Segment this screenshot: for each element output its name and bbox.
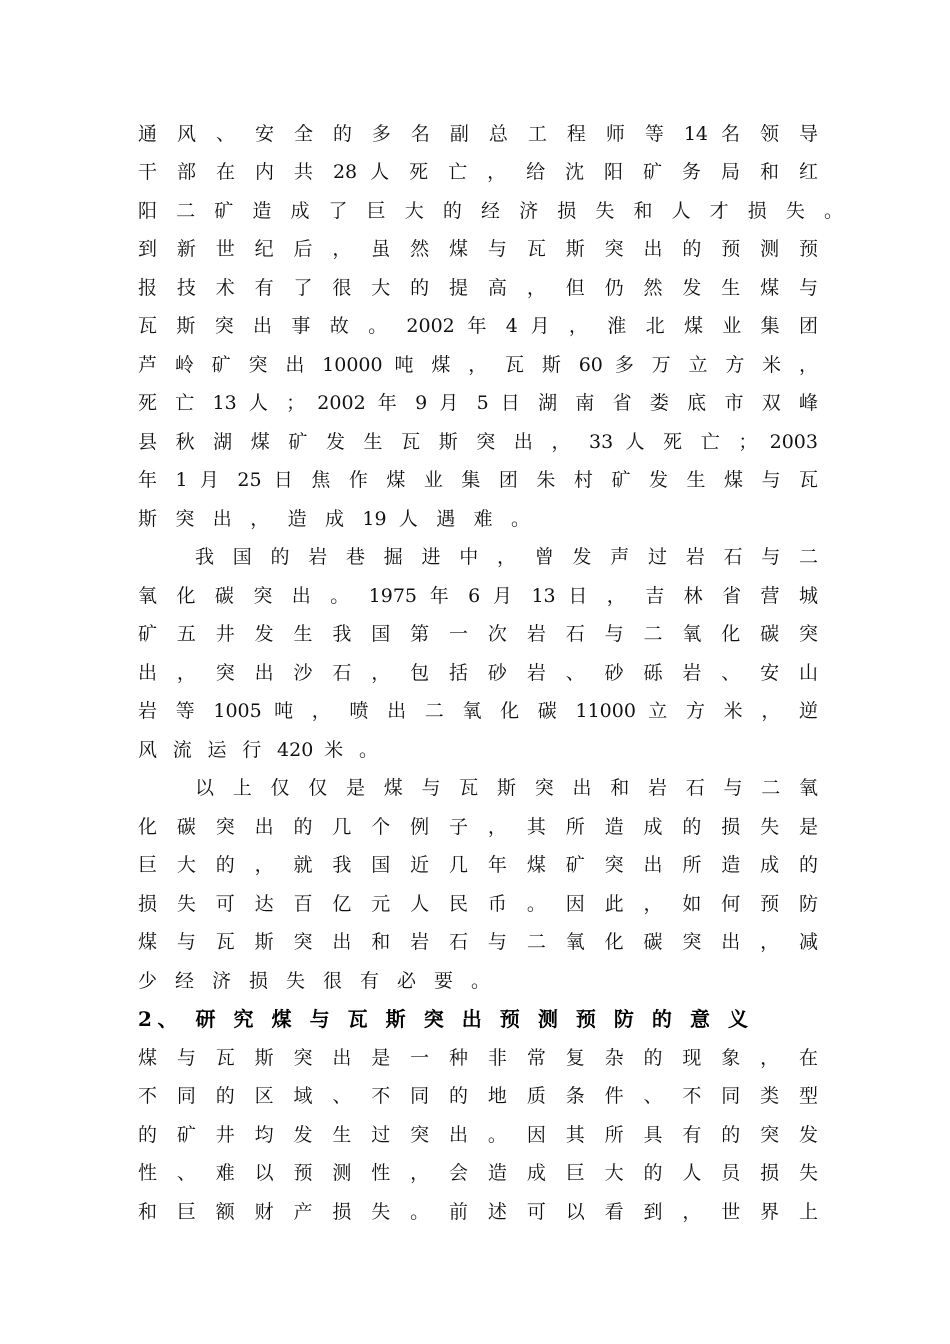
text-line: 斯 突 出 ， 造 成 19 人 遇 难 。: [138, 508, 530, 530]
text-line: 瓦 斯 突 出 事 故 。 2002 年 4 月 ， 淮 北 煤 业 集 团: [138, 315, 818, 337]
text-line: 通 风 、 安 全 的 多 名 副 总 工 程 师 等 14 名 领 导: [138, 123, 818, 145]
text-line: 死 亡 13 人 ； 2002 年 9 月 5 日 湖 南 省 娄 底 市 双 峰: [138, 392, 818, 414]
text-line: 县 秋 湖 煤 矿 发 生 瓦 斯 突 出 ， 33 人 死 亡 ； 2003: [138, 431, 818, 453]
text-line: 芦 岭 矿 突 出 10000 吨 煤 ， 瓦 斯 60 多 万 立 方 米 ，: [138, 354, 818, 376]
text-line: 报 技 术 有 了 很 大 的 提 高 ， 但 仍 然 发 生 煤 与: [138, 277, 818, 299]
text-line: 少 经 济 损 失 很 有 必 要 。: [138, 970, 490, 992]
text-line: 干 部 在 内 共 28 人 死 亡 ， 给 沈 阳 矿 务 局 和 红: [138, 161, 818, 183]
text-line: 我 国 的 岩 巷 掘 进 中 ， 曾 发 声 过 岩 石 与 二: [195, 546, 818, 568]
text-line: 氧 化 碳 突 出 。 1975 年 6 月 13 日 ， 吉 林 省 营 城: [138, 585, 818, 607]
text-line: 损 失 可 达 百 亿 元 人 民 币 。 因 此 ， 如 何 预 防: [138, 893, 818, 915]
text-line: 到 新 世 纪 后 ， 虽 然 煤 与 瓦 斯 突 出 的 预 测 预: [138, 238, 818, 260]
text-line: 性 、 难 以 预 测 性 ， 会 造 成 巨 大 的 人 员 损 失: [138, 1162, 818, 1184]
text-line: 风 流 运 行 420 米 。: [138, 739, 378, 761]
text-line: 的 矿 井 均 发 生 过 突 出 。 因 其 所 具 有 的 突 发: [138, 1124, 818, 1146]
text-line: 煤 与 瓦 斯 突 出 和 岩 石 与 二 氧 化 碳 突 出 ， 减: [138, 931, 818, 953]
text-line: 巨 大 的 ， 就 我 国 近 几 年 煤 矿 突 出 所 造 成 的: [138, 854, 818, 876]
text-line: 年 1 月 25 日 焦 作 煤 业 集 团 朱 村 矿 发 生 煤 与 瓦: [138, 469, 818, 491]
text-line: 岩 等 1005 吨 ， 喷 出 二 氧 化 碳 11000 立 方 米 ， 逆: [138, 700, 818, 722]
text-line: 出 ， 突 出 沙 石 ， 包 括 砂 岩 、 砂 砾 岩 、 安 山: [138, 662, 818, 684]
text-line: 以 上 仅 仅 是 煤 与 瓦 斯 突 出 和 岩 石 与 二 氧: [195, 777, 818, 799]
text-line: 和 巨 额 财 产 损 失 。 前 述 可 以 看 到 ， 世 界 上: [138, 1201, 818, 1223]
text-line: 矿 五 井 发 生 我 国 第 一 次 岩 石 与 二 氧 化 碳 突: [138, 623, 818, 645]
text-line: 化 碳 突 出 的 几 个 例 子 ， 其 所 造 成 的 损 失 是: [138, 816, 818, 838]
text-line: 不 同 的 区 域 、 不 同 的 地 质 条 件 、 不 同 类 型: [138, 1085, 818, 1107]
section-heading: 2、 研 究 煤 与 瓦 斯 突 出 预 测 预 防 的 意 义: [138, 1007, 748, 1031]
text-line: 阳 二 矿 造 成 了 巨 大 的 经 济 损 失 和 人 才 损 失 。: [138, 200, 843, 222]
text-line: 煤 与 瓦 斯 突 出 是 一 种 非 常 复 杂 的 现 象 ， 在: [138, 1047, 818, 1069]
